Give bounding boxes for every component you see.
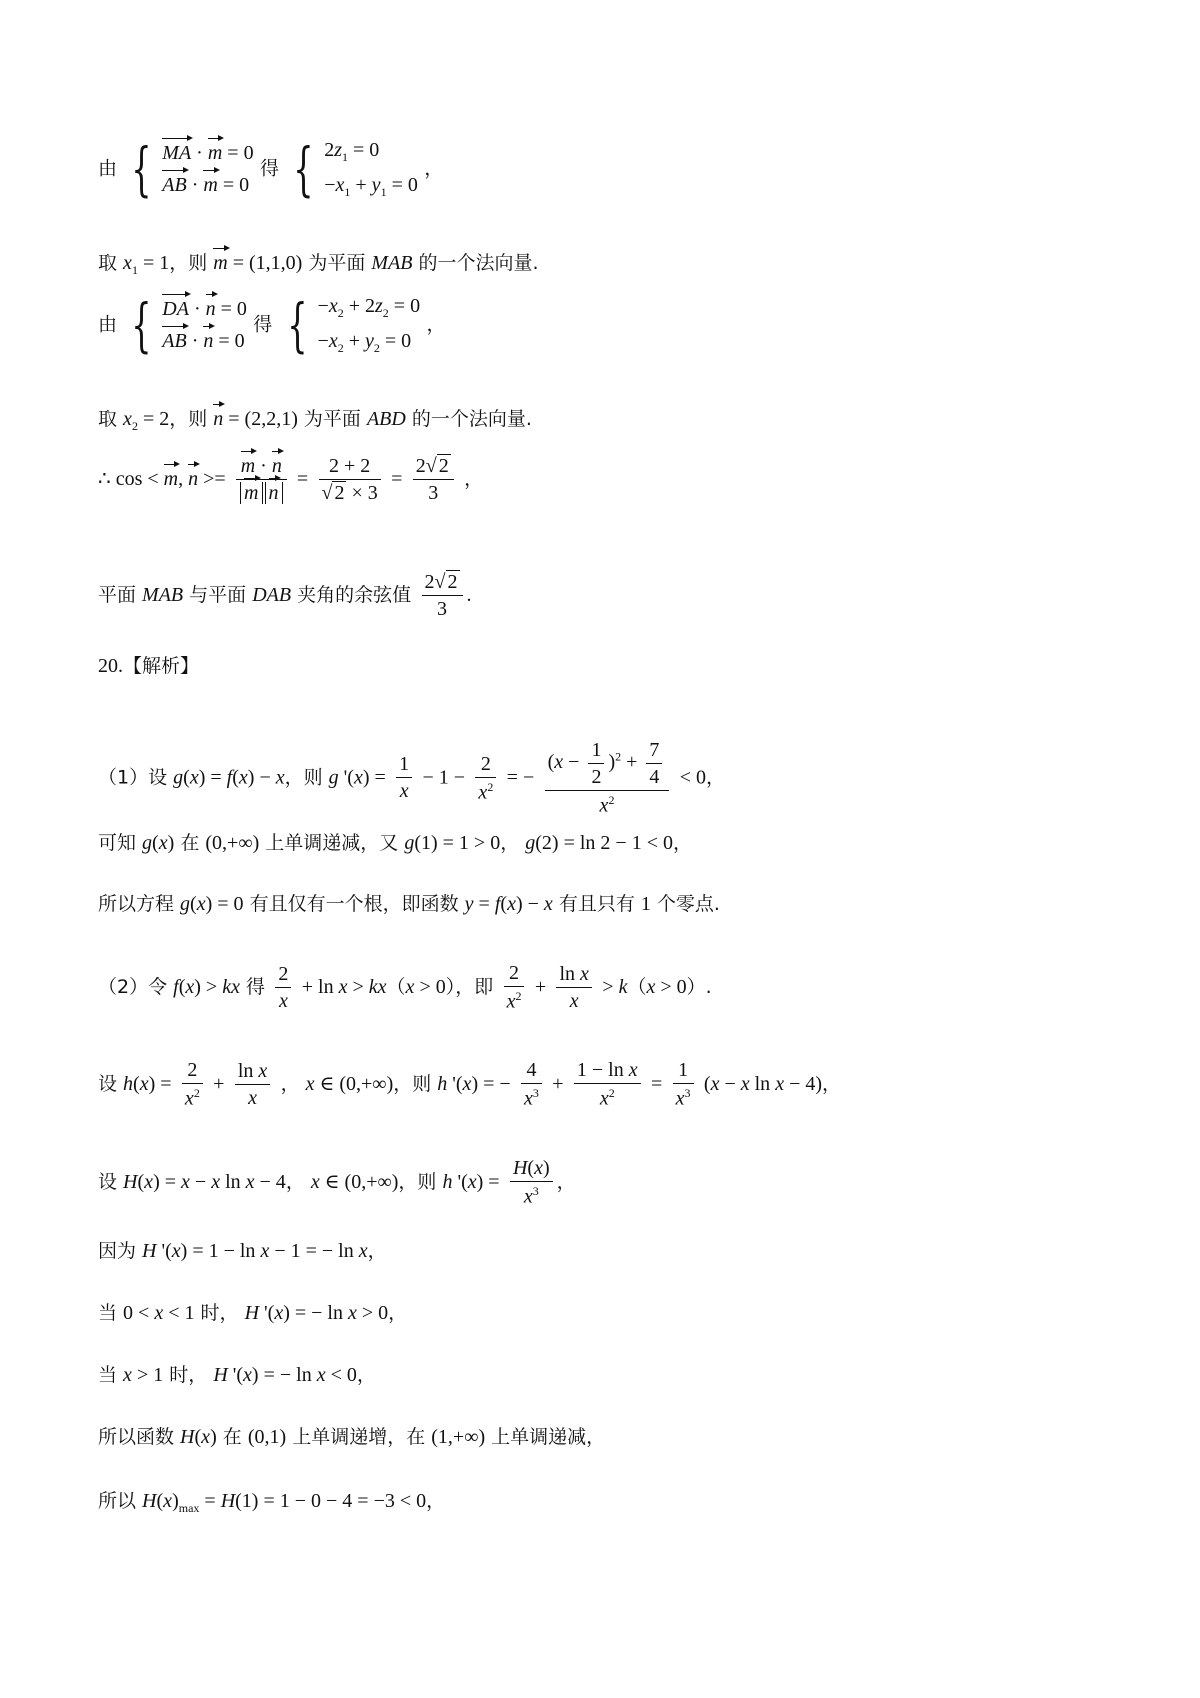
monotonic-line: 可知 g(x) 在 (0,+∞) 上单调递减，又 g(1) = 1 > 0， g(2) = ln 2 − 1 < 0， [98, 832, 692, 854]
equation-system-line-2: 由 { DA · n = 0 AB · n = 0 得 { $-x_2 + 2z_2 = 0$ $-x_2 + y_2 = 0$ ， [98, 291, 446, 359]
case-lt-1-line: 当 0 < x < 1 时， H '(x) = − ln x > 0， [98, 1302, 408, 1324]
section-heading-20: 20.【解析】 [98, 655, 200, 677]
normal-vector-m-line: 取 $x_1 = 1$，则 m = (1,1,0) 为平面 MAB 的一个法向量. [98, 252, 539, 277]
H-monotonic-line: 所以函数 H(x) 在 (0,1) 上单调递增，在 (1,+∞) 上单调递减， [98, 1426, 606, 1448]
equation-system-line-1: 由 { MA · m = 0 AB · m = 0 得 { $2z_1 = 0$ $-x_1 + y_1 = 0$ ， [98, 135, 444, 203]
cosine-line: ∴ cos < m, n >= $\frac{m \cdot n}{\text{m n}}$ = $\frac{2 + 2}{√ 2 \times 3}$ = $\frac{2√ 2}{3}$ ， [98, 455, 484, 504]
case-gt-1-line: 当 x > 1 时， H '(x) = − ln x < 0， [98, 1364, 376, 1386]
part2-inequality-line: （2）令 f(x) > kx 得 $\frac{2}{x}$ + ln x > kx（x > 0），即 $\frac{2}{x^2}$ + $\frac{\text{ln x}}{x}$ > k（x > 0）. [98, 962, 712, 1013]
H-function-line: 设 H(x) = x − x ln x − 4， x ∈ (0,+∞)，则 h '(x) = $\frac{H(x)}{x^3}$ ， [98, 1157, 576, 1208]
result-line: 平面 MAB 与平面 DAB 夹角的余弦值 $\frac{2√ 2}{3}$ . [98, 571, 472, 620]
h-function-line: 设 h(x) = $\frac{2}{x^2}$ + $\frac{\text{ln x}}{x}$ ， x ∈ (0,+∞)，则 h '(x) = − $\frac{4}{x^3}$ + $\frac{\text{1 − ln x}}{x^2}$ = $\frac{1}{x^3}$ (x − x ln x − 4)， [98, 1059, 842, 1110]
H-max-line: 所以 $H(x)_{max} = H(1) = 1 - 0 - 4 = -3 < 0$， [98, 1490, 446, 1515]
zero-point-line: 所以方程 g(x) = 0 有且仅有一个根，即函数 y = f(x) − x 有且只有 1 个零点. [98, 893, 720, 915]
part1-derivative-line: （1）设 g(x) = f(x) − x，则 g '(x) = $\frac{1}{x}$ − 1 − $\frac{2}{x^2}$ = − (x − $\frac{1}{2}$ )$^2$ + $\frac{7}{4}$ $x^2$ < 0， [98, 739, 726, 817]
normal-vector-n-line: 取 $x_2 = 2$，则 n = (2,2,1) 为平面 ABD 的一个法向量. [98, 408, 532, 433]
H-derivative-line: 因为 H '(x) = 1 − ln x − 1 = − ln x， [98, 1240, 387, 1262]
